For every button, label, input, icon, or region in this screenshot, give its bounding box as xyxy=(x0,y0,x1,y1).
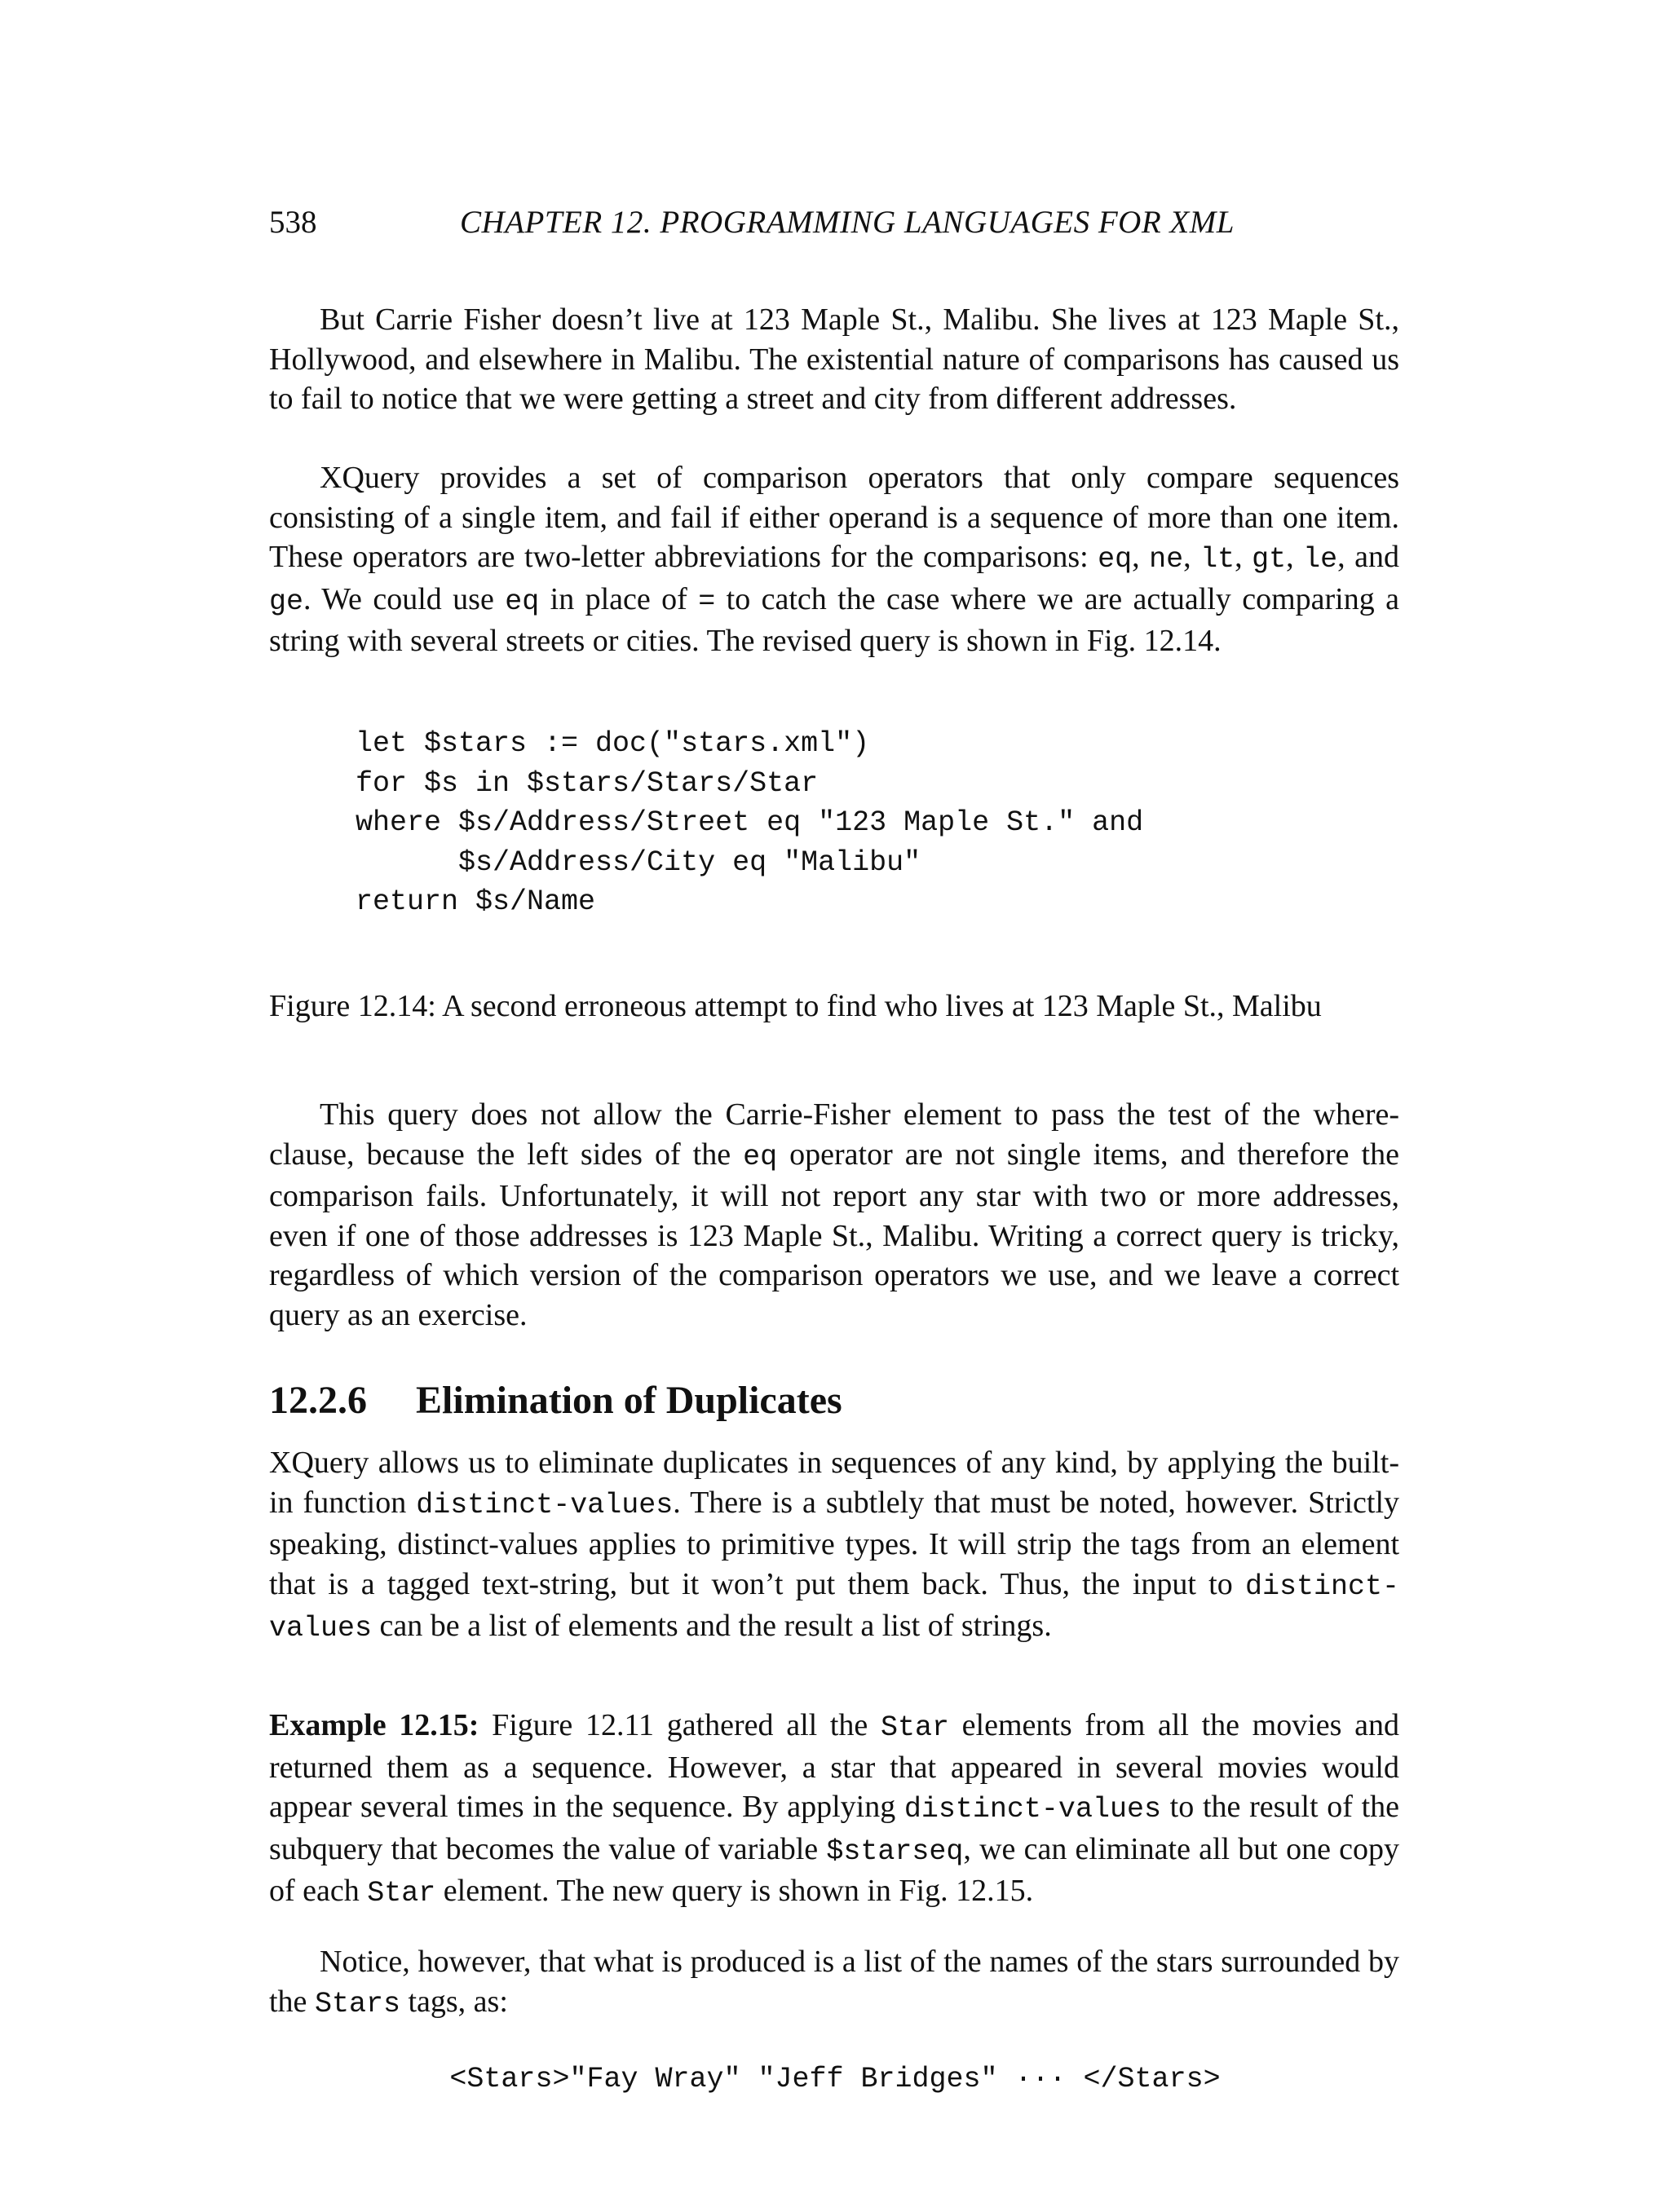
text: Notice, however, that what is produced is a list of the names of the stars surrounded by the xyxy=(269,1945,1399,2019)
text: operator are not single items, and therefore the comparison fails. Unfortunately, it will not report any star with two or more addresses, even if one of those addresses is 123 Maple St., Malibu. Writing a correct query is tricky, regardless of which version of the comparison operators we use, and we leave a correct query as an exercise. xyxy=(269,1137,1399,1332)
code-line: let $stars := doc("stars.xml") xyxy=(356,727,870,760)
code-starseq: $starseq xyxy=(826,1835,964,1868)
code-distinct-values: distinct-values xyxy=(269,1570,1399,1645)
text: XQuery provides a set of comparison operators that only compare sequences consisting of a single item, and fail if either operand is a sequence of more than one item. These operators are two-letter abbreviations for the comparisons: xyxy=(269,461,1399,574)
code-stars: Stars xyxy=(314,1987,400,2020)
text: , and xyxy=(1337,540,1400,574)
example-label: Example 12.15: xyxy=(269,1708,479,1742)
paragraph-distinct-values xyxy=(269,1443,1399,1649)
text: tags, as: xyxy=(400,1984,508,2019)
text: , we can eliminate all but one copy of each xyxy=(269,1831,1399,1908)
code-equals: = xyxy=(698,585,716,618)
code-eq: eq xyxy=(743,1140,778,1173)
code-gt: gt xyxy=(1252,543,1287,576)
section-title: Elimination of Duplicates xyxy=(416,1379,842,1422)
code-line: where $s/Address/Street eq "123 Maple St." and xyxy=(356,806,1144,839)
paragraph-comparison-operators xyxy=(269,458,1399,661)
code-ne: ne xyxy=(1149,543,1184,576)
text: XQuery allows us to eliminate duplicates in sequences of any kind, by applying the built-in function xyxy=(269,1446,1399,1520)
code-lt: lt xyxy=(1200,543,1235,576)
text: . We could use xyxy=(303,581,506,616)
paragraph-stars-tags xyxy=(269,1942,1399,2024)
page-number: 538 xyxy=(269,205,317,240)
text: in place of xyxy=(539,581,699,616)
text: Figure 12.11 gathered all the xyxy=(479,1708,881,1742)
code-eq: eq xyxy=(505,585,540,618)
text: to catch the case where we are actually comparing a string with several streets or cities. The revised query is shown in Fig. 12.14. xyxy=(269,581,1399,658)
code-line: for $s in $stars/Stars/Star xyxy=(356,766,819,800)
code-distinct-values: distinct-values xyxy=(903,1793,1161,1826)
running-header xyxy=(269,204,1399,253)
code-distinct-values: distinct-values xyxy=(416,1488,674,1521)
text: . There is a subtlely that must be noted, however. Strictly speaking, distinct-values applies to primitive types. It will strip the tags from an element that is a tagged text-string, but it won’t put them back. Thus, the input to xyxy=(269,1485,1399,1601)
code-ge: ge xyxy=(269,585,304,618)
chapter-title: CHAPTER 12. PROGRAMMING LANGUAGES FOR XML xyxy=(460,205,1235,240)
code-star: Star xyxy=(367,1877,436,1910)
paragraph-carrie-fisher: But Carrie Fisher doesn’t live at 123 Maple St., Malibu. She lives at 123 Maple St., Hollywood, and elsewhere in Malibu. The existential nature of comparisons has caused us to fail to notice that we were getting a street and city from different addresses. xyxy=(269,302,1399,416)
text: This query does not allow the Carrie-Fisher element to pass the test of the where-clause, because the left sides of the xyxy=(269,1097,1399,1172)
text: can be a list of elements and the result a list of strings. xyxy=(372,1609,1052,1643)
text: , xyxy=(1183,540,1201,574)
display-code-line: <Stars>"Fay Wray" "Jeff Bridges" ··· </Stars> xyxy=(449,2063,1221,2095)
code-eq: eq xyxy=(1098,543,1133,576)
code-listing-figure-12-14 xyxy=(356,724,1143,922)
text: elements from all the movies and returned them as a sequence. However, a star that appeared in several movies would appear several times in the sequence. By applying xyxy=(269,1708,1399,1824)
section-heading xyxy=(269,1378,842,1423)
paragraph-query-analysis xyxy=(269,1095,1399,1335)
section-number: 12.2.6 xyxy=(269,1379,367,1422)
figure-caption: Figure 12.14: A second erroneous attempt to find who lives at 123 Maple St., Malibu xyxy=(269,989,1322,1023)
code-le: le xyxy=(1303,543,1338,576)
example-12-15 xyxy=(269,1706,1399,1914)
code-line: return $s/Name xyxy=(356,885,596,918)
text: , xyxy=(1235,540,1252,574)
text: to the result of the subquery that becomes the value of variable xyxy=(269,1790,1399,1866)
code-line: $s/Address/City eq "Malibu" xyxy=(356,846,921,879)
code-star: Star xyxy=(880,1711,949,1744)
text: element. The new query is shown in Fig. 12.15. xyxy=(435,1874,1034,1908)
text: , xyxy=(1132,540,1150,574)
text: , xyxy=(1286,540,1304,574)
